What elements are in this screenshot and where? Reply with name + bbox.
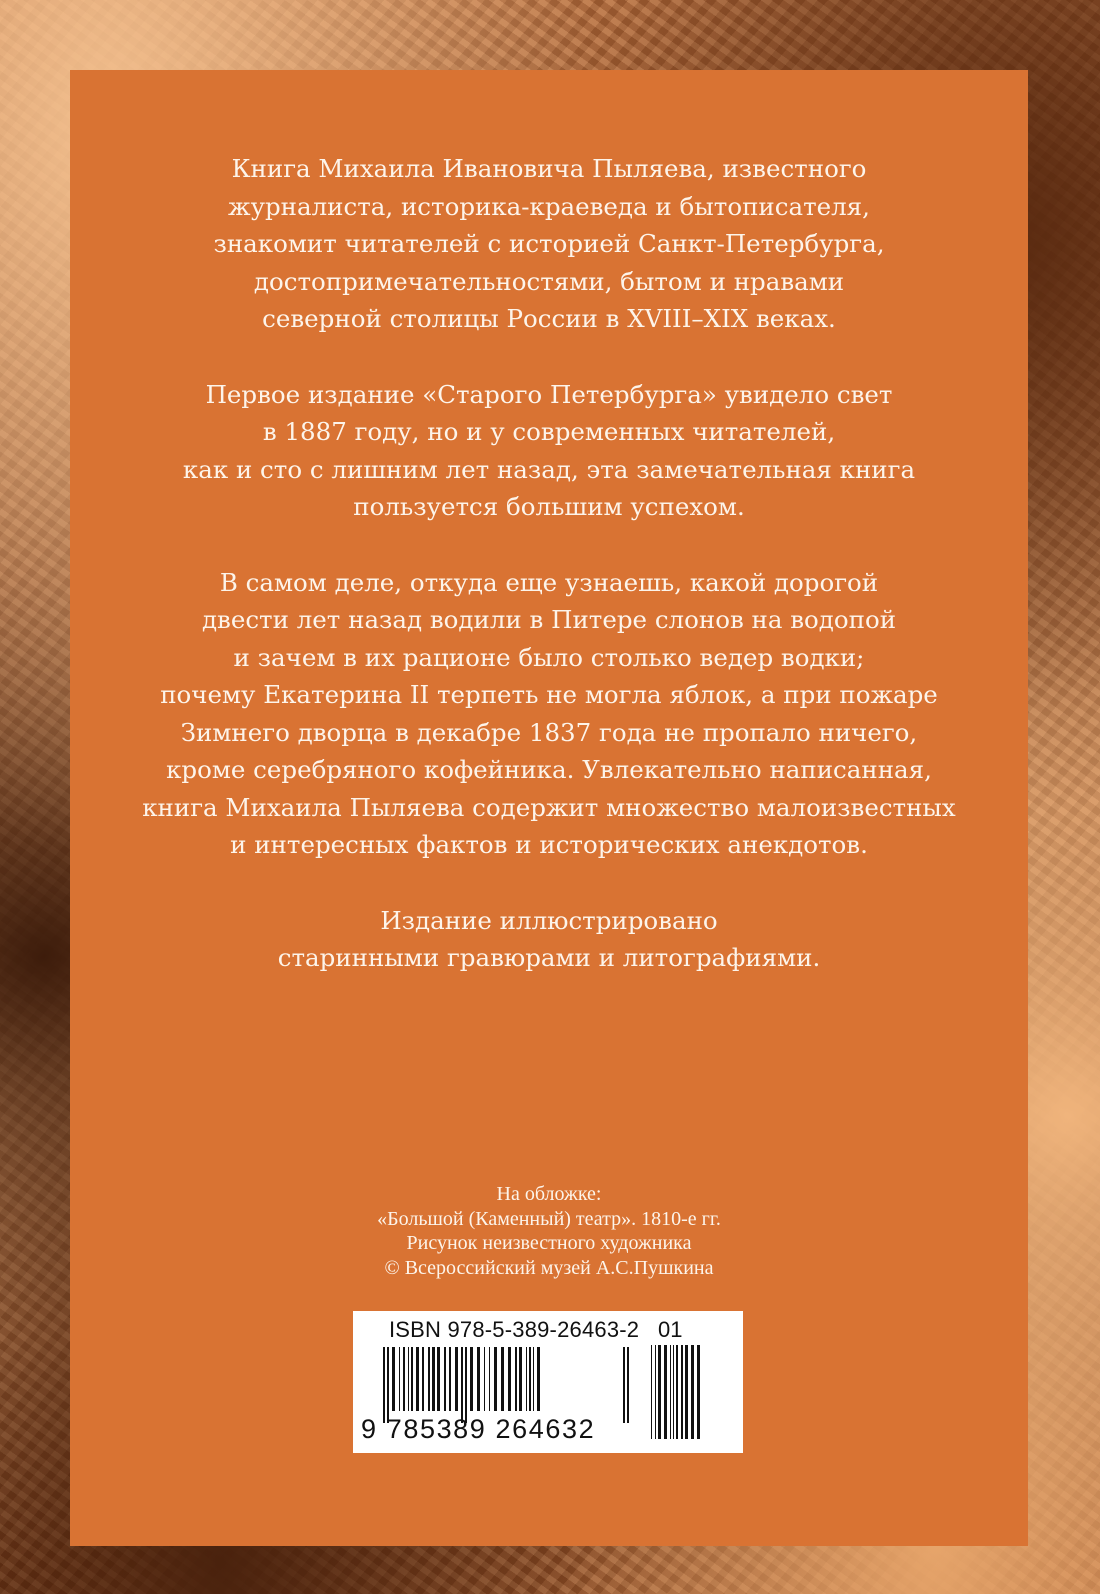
barcode-bar bbox=[515, 1347, 517, 1411]
credit-line: © Всероссийский музей А.С.Пушкина bbox=[384, 1256, 714, 1279]
blurb-line: Зимнего дворца в декабре 1837 года не пропало ничего, bbox=[180, 717, 918, 747]
barcode-bar bbox=[461, 1347, 463, 1423]
blurb-paragraph-3 bbox=[70, 564, 1028, 864]
barcode-bar bbox=[494, 1347, 497, 1411]
barcode-bar bbox=[416, 1347, 419, 1411]
barcode-bar bbox=[655, 1345, 656, 1439]
isbn-addon: 01 bbox=[658, 1317, 683, 1342]
barcode-bar bbox=[670, 1345, 671, 1439]
blurb-line: и зачем в их рационе было столько ведер водки; bbox=[233, 642, 865, 672]
barcode-bar bbox=[428, 1347, 430, 1411]
blurb-line: и интересных фактов и исторических анекдотов. bbox=[230, 830, 868, 859]
blurb-line: журналиста, историка-краеведа и бытописателя, bbox=[228, 191, 870, 221]
blurb-line: достопримечательностями, бытом и нравами bbox=[253, 266, 845, 296]
isbn-label: ISBN 978-5-389-26463-2 bbox=[389, 1317, 640, 1342]
barcode-bar bbox=[664, 1345, 667, 1439]
barcode-bar bbox=[387, 1347, 389, 1423]
barcode-bar bbox=[444, 1347, 446, 1411]
barcode-bar bbox=[489, 1347, 490, 1411]
blurb-line: Первое издание «Старого Петербурга» увидело свет bbox=[205, 379, 893, 409]
barcode-bar bbox=[681, 1345, 683, 1439]
blurb-line: двести лет назад водили в Питере слонов на водопой bbox=[201, 605, 897, 634]
blurb-line: книга Михаила Пыляева содержит множество малоизвестных bbox=[142, 792, 956, 822]
blurb-text bbox=[70, 150, 1028, 1015]
barcode-bar bbox=[526, 1347, 527, 1411]
isbn-barcode bbox=[353, 1311, 743, 1453]
barcode-bar bbox=[403, 1347, 405, 1411]
barcode-bar bbox=[533, 1347, 534, 1411]
credit-line: «Большой (Каменный) театр». 1810-е гг. bbox=[377, 1207, 721, 1230]
blurb-line: почему Екатерина II терпеть не могла яблок, а при пожаре bbox=[160, 680, 938, 709]
blurb-paragraph-1 bbox=[70, 150, 1028, 338]
barcode-bar bbox=[658, 1345, 661, 1439]
barcode-digits: 9 785389 264632 bbox=[361, 1414, 596, 1444]
barcode-bar bbox=[449, 1347, 451, 1411]
barcode-bar bbox=[529, 1347, 531, 1411]
barcode-bar bbox=[676, 1345, 678, 1439]
barcode-bar bbox=[437, 1347, 440, 1411]
barcode-bar bbox=[422, 1347, 424, 1411]
barcode-bar bbox=[623, 1347, 625, 1423]
blurb-line: кроме серебряного кофейника. Увлекательно написанная, bbox=[166, 755, 932, 784]
barcode-bar bbox=[455, 1347, 458, 1411]
blurb-paragraph-4 bbox=[70, 902, 1028, 977]
barcode-bar bbox=[470, 1347, 473, 1411]
cover-credits bbox=[70, 1182, 1028, 1280]
barcode-bar bbox=[691, 1345, 694, 1439]
blurb-line: северной столицы России в XVIII–XIX веках. bbox=[262, 304, 836, 333]
barcode-bar bbox=[408, 1347, 409, 1411]
blurb-line: как и сто с лишним лет назад, эта замечательная книга bbox=[182, 454, 916, 484]
credit-line: Рисунок неизвестного художника bbox=[406, 1232, 692, 1254]
barcode-bar bbox=[685, 1345, 688, 1439]
barcode-bar bbox=[627, 1347, 629, 1423]
blurb-line: старинными гравюрами и литографиями. bbox=[277, 943, 821, 972]
blurb-line: В самом деле, откуда еще узнаешь, какой дорогой bbox=[219, 567, 879, 597]
blurb-line: Издание иллюстрировано bbox=[380, 905, 718, 935]
barcode-bar bbox=[411, 1347, 413, 1411]
blurb-line: пользуется большим успехом. bbox=[353, 492, 745, 521]
barcode-bar bbox=[697, 1345, 700, 1439]
barcode-bar bbox=[465, 1347, 467, 1423]
blurb-line: в 1887 году, но и у современных читателей, bbox=[262, 417, 836, 446]
barcode-bar bbox=[399, 1347, 400, 1411]
barcode-bar bbox=[383, 1347, 385, 1423]
barcode-bar bbox=[477, 1347, 480, 1411]
barcode-bar bbox=[673, 1345, 674, 1439]
barcode-bar bbox=[508, 1347, 511, 1411]
barcode-bar bbox=[519, 1347, 522, 1411]
barcode-bar bbox=[537, 1347, 540, 1411]
barcode-bar bbox=[484, 1347, 485, 1411]
credit-line: На обложке: bbox=[496, 1183, 602, 1205]
blurb-line: Книга Михаила Ивановича Пыляева, известного bbox=[231, 154, 867, 183]
barcode-bar bbox=[501, 1347, 504, 1411]
barcode-bar bbox=[432, 1347, 435, 1411]
barcode-bar bbox=[392, 1347, 395, 1411]
barcode-bar bbox=[651, 1345, 652, 1439]
blurb-paragraph-2 bbox=[70, 376, 1028, 526]
blurb-line: знакомит читателей с историей Санкт-Петербурга, bbox=[213, 229, 885, 258]
back-cover-panel bbox=[70, 70, 1028, 1546]
